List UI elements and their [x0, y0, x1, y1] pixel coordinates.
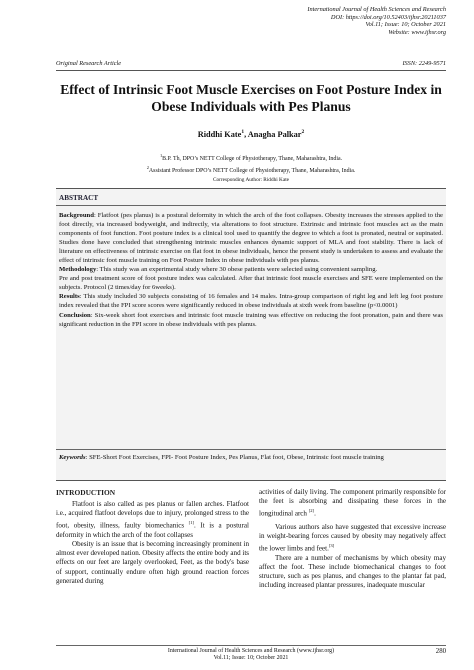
- citation-1[interactable]: [1]: [188, 520, 195, 526]
- journal-header: [186, 6, 446, 36]
- intro-paragraph-3: [259, 488, 446, 519]
- affiliations: [56, 152, 446, 175]
- author-2-sup: 2: [301, 129, 305, 135]
- background-text: : Flatfoot (pes planus) is a postural deformity in which the arch of the foot collapses. Obesity increases the stresses applied to the foot directly, via increased bodyweight, and indirectly, via alterations to foot structure. Extrinsic and intrinsic foot muscles act as the main components of foot function. Foot posture index is a clinical tool used to quantify the degree to which a foot is pronated, neutral or supinated. Studies done have concluded that strengthening intrinsic muscles enhances dynamic support of MLA and foot stability. There is lack of literature on effectiveness of intrinsic exercise on flat foot in obese individuals, hence the present study is undertaken to assess and evaluate the effect of intrinsic foot muscle training on Foot Posture Index in obese individuals with pes planus.: [59, 212, 443, 265]
- abstract-conclusion: [59, 311, 443, 329]
- abstract-box: [56, 188, 446, 481]
- header-rule: [56, 70, 446, 71]
- article-type: Original Research Article: [56, 60, 122, 67]
- affiliation-1: [56, 152, 446, 164]
- author-separator: ,: [244, 129, 248, 139]
- conclusion-text: : Six-week short foot exercises and intrinsic foot muscle training was effective on reducing the foot pronation, pain and there was significant reduction in the FPI score in obese individuals with pes planus.: [59, 311, 443, 328]
- page-number: 280: [435, 648, 446, 655]
- intro-p3-text: activities of daily living. The component primarily responsible for the feet is absorbing and dissipating these forces in the longitudinal arch: [259, 488, 446, 518]
- abstract-body: [59, 211, 443, 329]
- footer-volume: Vol.11; Issue: 10; October 2021: [213, 655, 289, 662]
- footer: [56, 648, 446, 663]
- intro-paragraph-5: There are a number of mechanisms by which obesity may affect the foot. These include biomechanical changes to foot structure, such as pes planus, and changes to the plantar fat pad, including increased plantar pressures, inadequate muscular: [259, 553, 446, 590]
- citation-2[interactable]: [2]: [308, 508, 315, 514]
- citation-3[interactable]: [3]: [328, 543, 335, 549]
- results-label: Results: [59, 293, 80, 301]
- abstract-methodology-2: Pre and post treatment score of foot posture index was calculated. After that intrinsic foot muscle exercises and SFE were implemented on the subjects. Protocol (2 times/day for 6weeks).: [59, 275, 443, 292]
- corresponding-author: Corresponding Author: Riddhi Kate: [212, 177, 290, 183]
- intro-paragraph-2: Obesity is an issue that is becoming increasingly prominent in almost ever developed nation. Obesity affects the entire body and its effects on our feet are largely overlooked, Feet, as the body's base of support, continually endure often high ground reaction forces generated during: [56, 540, 250, 585]
- author-1: Riddhi Kate: [197, 129, 242, 139]
- abstract-rule: [56, 205, 446, 206]
- intro-p4-text: Various authors also have suggested that excessive increase in weight-bearing forces caused by obesity may negatively affect the lower limbs and feet.: [259, 522, 446, 553]
- results-text: : This study included 30 subjects consisting of 16 females and 14 males. Intra-group comparison of right leg and left leg foot posture index revealed that the FPI score scores were significantly reduced in obese individuals at sixth week from baseline (p<0.0001): [59, 293, 443, 310]
- doi-link[interactable]: DOI: https://doi.org/10.52403/ijhsr.20211037: [330, 13, 446, 21]
- footer-rule: [56, 645, 446, 646]
- left-column: [56, 488, 249, 586]
- journal-name: International Journal of Health Sciences and Research: [307, 6, 446, 13]
- intro-paragraph-1: [56, 500, 249, 540]
- keywords-rule: [56, 449, 446, 450]
- author-2: Anagha Palkar: [247, 129, 302, 139]
- keywords: [59, 453, 443, 462]
- introduction-heading: INTRODUCTION: [56, 488, 116, 497]
- intro-p3-text-end: .: [314, 509, 316, 518]
- author-1-sup: 1: [241, 129, 245, 135]
- right-column: [259, 488, 446, 590]
- abstract-methodology: [59, 265, 443, 274]
- intro-paragraph-4: [259, 523, 446, 554]
- abstract-heading: ABSTRACT: [59, 194, 99, 202]
- methodology-text: : This study was an experimental study where 30 obese patients were selected using convenient sampling.: [96, 266, 378, 274]
- affiliation-1-text: B.P. Th, DPO’s NETT College of Physiotherapy, Thane, Maharashtra, India.: [162, 155, 343, 162]
- volume-info: Vol.11; Issue: 10; October 2021: [365, 21, 446, 29]
- affiliation-1-sup: 1: [159, 153, 163, 158]
- methodology-label: Methodology: [59, 266, 97, 274]
- footer-journal: International Journal of Health Sciences and Research (www.ijhsr.org): [167, 648, 335, 654]
- affiliation-2: [56, 164, 446, 176]
- issn: ISSN: 2249-9571: [402, 60, 446, 67]
- keywords-text: : SFE-Short Foot Exercises, FPI- Foot Posture Index, Pes Planus, Flat foot, Obese, Intrinsic foot muscle training: [85, 454, 384, 461]
- abstract-background: [59, 211, 443, 265]
- keywords-label: Keywords: [59, 454, 86, 461]
- paper-title: Effect of Intrinsic Foot Muscle Exercises on Foot Posture Index in Obese Individuals with Pes Planus: [60, 82, 442, 114]
- intro-p1-text: Flatfoot is also called as pes planus or fallen arches. Flatfoot i.e., acquired flatfoot develops due to injury, prolonged stress to the foot, obesity, illness, faulty biomechanics: [56, 500, 249, 530]
- conclusion-label: Conclusion: [59, 311, 91, 319]
- abstract-results: [59, 292, 443, 310]
- background-label: Background: [59, 212, 94, 219]
- author-line: [56, 129, 446, 139]
- intro-p1-text-end: . It is a postural deformity in which the arch of the foot collapses: [56, 521, 249, 539]
- affiliation-2-text: Assistant Professor DPO’s NETT College of Physiotherapy, Thane, Maharashtra, India.: [148, 167, 356, 174]
- website-link[interactable]: Website: www.ijhsr.org: [388, 28, 446, 36]
- affiliation-2-sup: 2: [146, 164, 149, 170]
